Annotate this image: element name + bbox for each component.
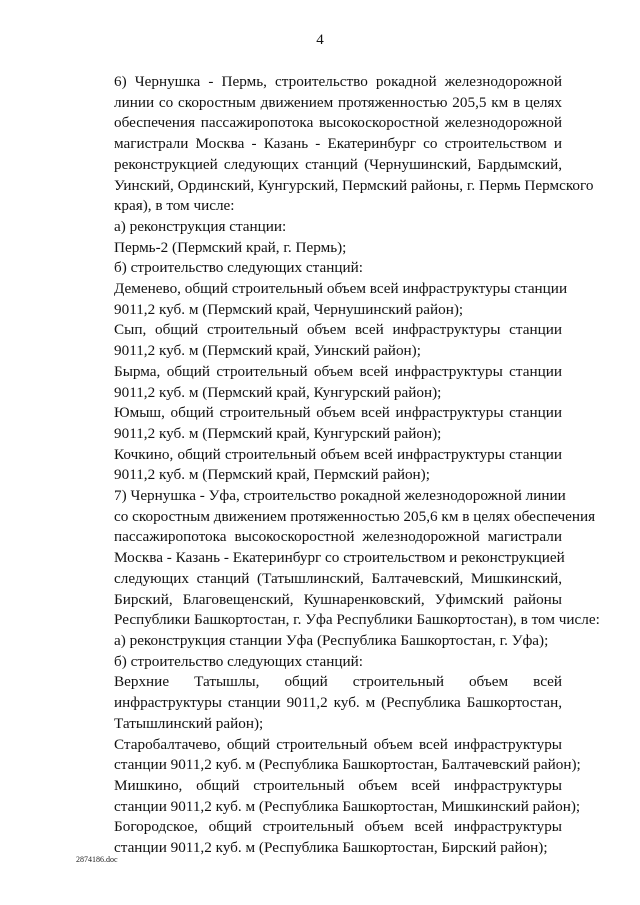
text-line: Юмыш, общий строительный объем всей инфраструктуры станции [114,404,562,422]
paragraph [76,735,581,776]
paragraph [76,217,562,238]
text-line: инфраструктуры станции 9011,2 куб. м (Республика Башкортостан, [114,694,562,712]
text-line: а) реконструкция станции Уфа (Республика Башкортостан, г. Уфа); [114,631,549,649]
text-line: Богородское, общий строительный объем всей инфраструктуры [114,818,562,836]
paragraph [76,362,562,403]
text-line: Пермь-2 (Пермский край, г. Пермь); [114,238,347,256]
text-line: Мишкино, общий строительный объем всей инфраструктуры [114,776,562,794]
text-line: магистрали Москва - Казань - Екатеринбург со строительством и [114,135,562,153]
text-line: 9011,2 куб. м (Пермский край, Чернушинский район); [114,300,464,318]
document-body [76,72,600,859]
text-line: Москва - Казань - Екатеринбург со строительством и реконструкцией [114,549,565,567]
text-line: следующих станций (Татышлинский, Балтачевский, Мишкинский, [114,569,562,587]
paragraph [76,320,562,361]
text-line: пассажиропотока высокоскоростной железнодорожной магистрали [114,528,562,546]
text-line: Республики Башкортостан, г. Уфа Республики Башкортостан), в том числе: [114,611,600,629]
page-number: 4 [316,32,324,48]
text-line: Сып, общий строительный объем всей инфраструктуры станции [114,321,562,339]
text-line: б) строительство следующих станций: [114,652,363,670]
paragraph [76,672,562,734]
text-line: станции 9011,2 куб. м (Республика Башкортостан, Бирский район); [114,839,548,857]
paragraph [76,631,562,652]
text-line: 9011,2 куб. м (Пермский край, Кунгурский район); [114,424,442,442]
paragraph [76,776,581,817]
text-line: Татышлинский район); [114,714,264,732]
text-line: 9011,2 куб. м (Пермский край, Пермский район); [114,466,430,484]
text-line: края), в том числе: [114,197,235,215]
text-line: станции 9011,2 куб. м (Республика Башкортостан, Мишкинский район); [114,797,581,815]
paragraph [76,279,568,320]
text-line: Деменево, общий строительный объем всей инфраструктуры станции [114,280,568,298]
paragraph [76,403,562,444]
text-line: Уинский, Ординский, Кунгурский, Пермский районы, г. Пермь Пермского [114,176,594,194]
text-line: Старобалтачево, общий строительный объем всей инфраструктуры [114,735,562,753]
text-line: 6) Чернушка - Пермь, строительство рокадной железнодорожной [114,73,562,90]
paragraph [76,652,562,673]
paragraph [76,238,562,259]
paragraph [76,72,594,217]
paragraph [76,817,562,858]
text-line: Бырма, общий строительный объем всей инфраструктуры станции [114,362,562,380]
text-line: линии со скоростным движением протяженностью 205,5 км в целях [114,93,562,111]
paragraph [76,486,600,631]
text-line: Верхние Татышлы, общий строительный объем всей [114,673,562,691]
text-line: станции 9011,2 куб. м (Республика Башкортостан, Балтачевский район); [114,756,581,774]
text-line: реконструкцией следующих станций (Чернушинский, Бардымский, [114,155,562,173]
paragraph [76,258,562,279]
text-line: а) реконструкция станции: [114,217,287,235]
text-line: Бирский, Благовещенский, Кушнаренковский, Уфимский районы [114,590,562,608]
text-line: 7) Чернушка - Уфа, строительство рокадной железнодорожной линии [114,487,566,505]
text-line: 9011,2 куб. м (Пермский край, Кунгурский район); [114,383,442,401]
footer-filename: 2874186.doc [76,855,118,864]
text-line: 9011,2 куб. м (Пермский край, Уинский район); [114,342,421,360]
text-line: Кочкино, общий строительный объем всей инфраструктуры станции [114,445,562,463]
text-line: обеспечения пассажиропотока высокоскоростной железнодорожной [114,114,562,132]
paragraph [76,445,562,486]
text-line: со скоростным движением протяженностью 205,6 км в целях обеспечения [114,507,596,525]
text-line: б) строительство следующих станций: [114,259,363,277]
